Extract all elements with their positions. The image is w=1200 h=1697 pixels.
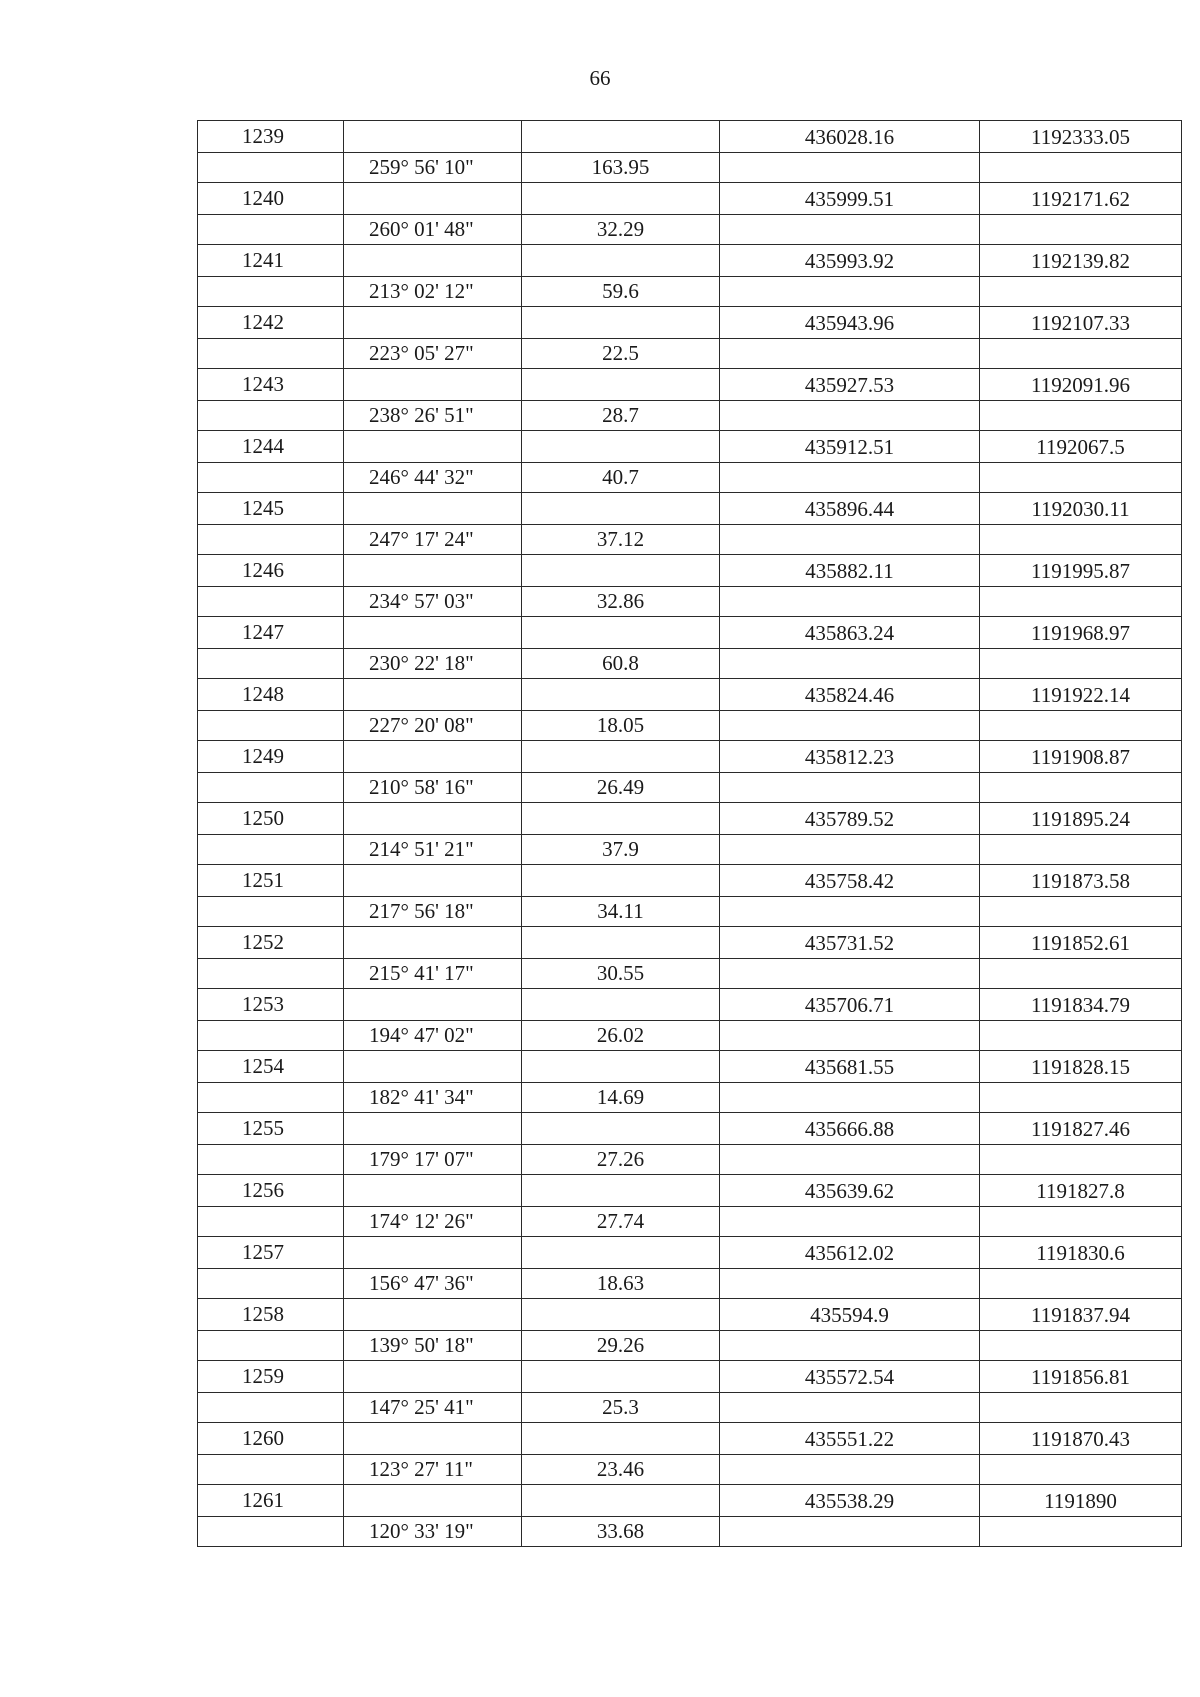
point-row — [198, 989, 1182, 1021]
distance-cell: 40.7 — [522, 463, 720, 493]
bearing-cell: 247° 17' 24" — [344, 525, 522, 555]
empty-cell — [344, 803, 522, 835]
distance-cell: 22.5 — [522, 339, 720, 369]
point-row — [198, 1361, 1182, 1393]
leg-row — [198, 339, 1182, 369]
station-cell: 1258 — [198, 1299, 344, 1331]
northing-cell: 1191856.81 — [980, 1361, 1182, 1393]
easting-cell: 435731.52 — [720, 927, 980, 959]
empty-cell — [344, 1361, 522, 1393]
northing-cell: 1191870.43 — [980, 1423, 1182, 1455]
empty-cell — [980, 1517, 1182, 1547]
leg-row — [198, 1269, 1182, 1299]
empty-cell — [522, 1299, 720, 1331]
bearing-cell: 179° 17' 07" — [344, 1145, 522, 1175]
empty-cell — [522, 183, 720, 215]
bearing-cell: 223° 05' 27" — [344, 339, 522, 369]
northing-cell: 1191995.87 — [980, 555, 1182, 587]
empty-cell — [980, 835, 1182, 865]
distance-cell: 18.05 — [522, 711, 720, 741]
station-cell: 1260 — [198, 1423, 344, 1455]
point-row — [198, 1485, 1182, 1517]
empty-cell — [344, 245, 522, 277]
empty-cell — [344, 1485, 522, 1517]
station-cell: 1244 — [198, 431, 344, 463]
point-row — [198, 1423, 1182, 1455]
distance-cell: 163.95 — [522, 153, 720, 183]
empty-cell — [198, 1145, 344, 1175]
empty-cell — [980, 339, 1182, 369]
easting-cell: 435993.92 — [720, 245, 980, 277]
empty-cell — [720, 587, 980, 617]
bearing-cell: 230° 22' 18" — [344, 649, 522, 679]
point-row — [198, 1113, 1182, 1145]
empty-cell — [720, 1207, 980, 1237]
empty-cell — [198, 215, 344, 245]
northing-cell: 1191837.94 — [980, 1299, 1182, 1331]
empty-cell — [720, 897, 980, 927]
station-cell: 1256 — [198, 1175, 344, 1207]
empty-cell — [198, 773, 344, 803]
station-cell: 1239 — [198, 121, 344, 153]
station-cell: 1247 — [198, 617, 344, 649]
empty-cell — [980, 649, 1182, 679]
distance-cell: 25.3 — [522, 1393, 720, 1423]
distance-cell: 26.49 — [522, 773, 720, 803]
empty-cell — [198, 1393, 344, 1423]
station-cell: 1246 — [198, 555, 344, 587]
easting-cell: 435639.62 — [720, 1175, 980, 1207]
empty-cell — [720, 1455, 980, 1485]
empty-cell — [980, 1331, 1182, 1361]
distance-cell: 59.6 — [522, 277, 720, 307]
empty-cell — [344, 989, 522, 1021]
northing-cell: 1191828.15 — [980, 1051, 1182, 1083]
empty-cell — [198, 1269, 344, 1299]
bearing-cell: 260° 01' 48" — [344, 215, 522, 245]
empty-cell — [720, 649, 980, 679]
empty-cell — [720, 339, 980, 369]
empty-cell — [198, 277, 344, 307]
leg-row — [198, 959, 1182, 989]
easting-cell: 435706.71 — [720, 989, 980, 1021]
point-row — [198, 493, 1182, 525]
empty-cell — [980, 959, 1182, 989]
point-row — [198, 679, 1182, 711]
empty-cell — [720, 1269, 980, 1299]
bearing-cell: 246° 44' 32" — [344, 463, 522, 493]
leg-row — [198, 587, 1182, 617]
empty-cell — [522, 431, 720, 463]
easting-cell: 435912.51 — [720, 431, 980, 463]
easting-cell: 435758.42 — [720, 865, 980, 897]
northing-cell: 1192139.82 — [980, 245, 1182, 277]
empty-cell — [980, 1455, 1182, 1485]
empty-cell — [522, 741, 720, 773]
empty-cell — [980, 463, 1182, 493]
distance-cell: 28.7 — [522, 401, 720, 431]
distance-cell: 33.68 — [522, 1517, 720, 1547]
empty-cell — [198, 401, 344, 431]
station-cell: 1255 — [198, 1113, 344, 1145]
bearing-cell: 147° 25' 41" — [344, 1393, 522, 1423]
easting-cell: 435824.46 — [720, 679, 980, 711]
empty-cell — [980, 897, 1182, 927]
empty-cell — [720, 711, 980, 741]
empty-cell — [720, 773, 980, 803]
empty-cell — [522, 1423, 720, 1455]
distance-cell: 32.86 — [522, 587, 720, 617]
empty-cell — [720, 835, 980, 865]
empty-cell — [522, 617, 720, 649]
distance-cell: 18.63 — [522, 1269, 720, 1299]
empty-cell — [522, 1175, 720, 1207]
empty-cell — [980, 773, 1182, 803]
distance-cell: 27.26 — [522, 1145, 720, 1175]
station-cell: 1248 — [198, 679, 344, 711]
easting-cell: 435551.22 — [720, 1423, 980, 1455]
station-cell: 1257 — [198, 1237, 344, 1269]
northing-cell: 1191852.61 — [980, 927, 1182, 959]
bearing-cell: 120° 33' 19" — [344, 1517, 522, 1547]
easting-cell: 436028.16 — [720, 121, 980, 153]
easting-cell: 435999.51 — [720, 183, 980, 215]
empty-cell — [720, 1083, 980, 1113]
empty-cell — [720, 215, 980, 245]
bearing-cell: 194° 47' 02" — [344, 1021, 522, 1051]
easting-cell: 435666.88 — [720, 1113, 980, 1145]
point-row — [198, 1237, 1182, 1269]
station-cell: 1241 — [198, 245, 344, 277]
empty-cell — [720, 463, 980, 493]
empty-cell — [344, 1237, 522, 1269]
empty-cell — [344, 1299, 522, 1331]
empty-cell — [980, 1393, 1182, 1423]
empty-cell — [198, 711, 344, 741]
distance-cell: 27.74 — [522, 1207, 720, 1237]
point-row — [198, 803, 1182, 835]
easting-cell: 435681.55 — [720, 1051, 980, 1083]
leg-row — [198, 153, 1182, 183]
point-row — [198, 617, 1182, 649]
empty-cell — [344, 679, 522, 711]
empty-cell — [980, 401, 1182, 431]
empty-cell — [980, 215, 1182, 245]
station-cell: 1242 — [198, 307, 344, 339]
northing-cell: 1192030.11 — [980, 493, 1182, 525]
empty-cell — [980, 1145, 1182, 1175]
empty-cell — [522, 1051, 720, 1083]
station-cell: 1243 — [198, 369, 344, 401]
empty-cell — [198, 463, 344, 493]
empty-cell — [198, 1517, 344, 1547]
easting-cell: 435789.52 — [720, 803, 980, 835]
northing-cell: 1192107.33 — [980, 307, 1182, 339]
empty-cell — [522, 1485, 720, 1517]
empty-cell — [522, 803, 720, 835]
easting-cell: 435896.44 — [720, 493, 980, 525]
empty-cell — [198, 1331, 344, 1361]
empty-cell — [980, 711, 1182, 741]
distance-cell: 37.9 — [522, 835, 720, 865]
point-row — [198, 369, 1182, 401]
leg-row — [198, 649, 1182, 679]
distance-cell: 14.69 — [522, 1083, 720, 1113]
station-cell: 1259 — [198, 1361, 344, 1393]
empty-cell — [198, 897, 344, 927]
empty-cell — [198, 649, 344, 679]
distance-cell: 30.55 — [522, 959, 720, 989]
distance-cell: 26.02 — [522, 1021, 720, 1051]
northing-cell: 1191830.6 — [980, 1237, 1182, 1269]
easting-cell: 435812.23 — [720, 741, 980, 773]
empty-cell — [198, 525, 344, 555]
easting-cell: 435882.11 — [720, 555, 980, 587]
bearing-cell: 182° 41' 34" — [344, 1083, 522, 1113]
empty-cell — [720, 401, 980, 431]
northing-cell: 1192171.62 — [980, 183, 1182, 215]
easting-cell: 435863.24 — [720, 617, 980, 649]
northing-cell: 1192067.5 — [980, 431, 1182, 463]
bearing-cell: 174° 12' 26" — [344, 1207, 522, 1237]
empty-cell — [344, 555, 522, 587]
point-row — [198, 1175, 1182, 1207]
empty-cell — [198, 959, 344, 989]
bearing-cell: 123° 27' 11" — [344, 1455, 522, 1485]
northing-cell: 1191895.24 — [980, 803, 1182, 835]
easting-cell: 435612.02 — [720, 1237, 980, 1269]
empty-cell — [720, 1021, 980, 1051]
northing-cell: 1191834.79 — [980, 989, 1182, 1021]
bearing-cell: 234° 57' 03" — [344, 587, 522, 617]
distance-cell: 29.26 — [522, 1331, 720, 1361]
point-row — [198, 245, 1182, 277]
empty-cell — [344, 121, 522, 153]
empty-cell — [980, 153, 1182, 183]
empty-cell — [344, 369, 522, 401]
empty-cell — [198, 1207, 344, 1237]
empty-cell — [980, 587, 1182, 617]
station-cell: 1250 — [198, 803, 344, 835]
station-cell: 1249 — [198, 741, 344, 773]
leg-row — [198, 1393, 1182, 1423]
point-row — [198, 307, 1182, 339]
leg-row — [198, 897, 1182, 927]
empty-cell — [522, 493, 720, 525]
empty-cell — [720, 1517, 980, 1547]
point-row — [198, 183, 1182, 215]
empty-cell — [522, 679, 720, 711]
empty-cell — [522, 1361, 720, 1393]
station-cell: 1251 — [198, 865, 344, 897]
northing-cell: 1192091.96 — [980, 369, 1182, 401]
bearing-cell: 139° 50' 18" — [344, 1331, 522, 1361]
leg-row — [198, 835, 1182, 865]
distance-cell: 32.29 — [522, 215, 720, 245]
bearing-cell: 213° 02' 12" — [344, 277, 522, 307]
empty-cell — [522, 555, 720, 587]
empty-cell — [344, 927, 522, 959]
empty-cell — [720, 1331, 980, 1361]
leg-row — [198, 773, 1182, 803]
empty-cell — [344, 617, 522, 649]
empty-cell — [980, 1269, 1182, 1299]
empty-cell — [522, 369, 720, 401]
distance-cell: 60.8 — [522, 649, 720, 679]
empty-cell — [344, 865, 522, 897]
point-row — [198, 121, 1182, 153]
northing-cell: 1191890 — [980, 1485, 1182, 1517]
leg-row — [198, 1021, 1182, 1051]
leg-row — [198, 401, 1182, 431]
empty-cell — [980, 1083, 1182, 1113]
leg-row — [198, 463, 1182, 493]
empty-cell — [344, 493, 522, 525]
bearing-cell: 215° 41' 17" — [344, 959, 522, 989]
northing-cell: 1191922.14 — [980, 679, 1182, 711]
point-row — [198, 555, 1182, 587]
station-cell: 1252 — [198, 927, 344, 959]
bearing-cell: 227° 20' 08" — [344, 711, 522, 741]
empty-cell — [720, 277, 980, 307]
point-row — [198, 865, 1182, 897]
empty-cell — [198, 1083, 344, 1113]
bearing-cell: 156° 47' 36" — [344, 1269, 522, 1299]
empty-cell — [522, 1113, 720, 1145]
empty-cell — [720, 153, 980, 183]
bearing-cell: 259° 56' 10" — [344, 153, 522, 183]
empty-cell — [720, 959, 980, 989]
bearing-cell: 217° 56' 18" — [344, 897, 522, 927]
station-cell: 1245 — [198, 493, 344, 525]
bearing-cell: 214° 51' 21" — [344, 835, 522, 865]
empty-cell — [720, 1145, 980, 1175]
distance-cell: 23.46 — [522, 1455, 720, 1485]
empty-cell — [344, 741, 522, 773]
empty-cell — [720, 525, 980, 555]
bearing-cell: 238° 26' 51" — [344, 401, 522, 431]
point-row — [198, 741, 1182, 773]
northing-cell: 1191908.87 — [980, 741, 1182, 773]
empty-cell — [344, 431, 522, 463]
empty-cell — [522, 121, 720, 153]
empty-cell — [980, 277, 1182, 307]
station-cell: 1240 — [198, 183, 344, 215]
northing-cell: 1191827.46 — [980, 1113, 1182, 1145]
distance-cell: 37.12 — [522, 525, 720, 555]
leg-row — [198, 215, 1182, 245]
empty-cell — [980, 1021, 1182, 1051]
empty-cell — [522, 1237, 720, 1269]
empty-cell — [344, 1175, 522, 1207]
empty-cell — [344, 183, 522, 215]
northing-cell: 1192333.05 — [980, 121, 1182, 153]
easting-cell: 435538.29 — [720, 1485, 980, 1517]
empty-cell — [198, 1021, 344, 1051]
empty-cell — [980, 525, 1182, 555]
point-row — [198, 1051, 1182, 1083]
leg-row — [198, 1145, 1182, 1175]
empty-cell — [198, 1455, 344, 1485]
northing-cell: 1191827.8 — [980, 1175, 1182, 1207]
empty-cell — [198, 587, 344, 617]
distance-cell: 34.11 — [522, 897, 720, 927]
survey-coordinates-table — [197, 120, 1182, 1547]
easting-cell: 435927.53 — [720, 369, 980, 401]
station-cell: 1261 — [198, 1485, 344, 1517]
table-body — [198, 121, 1182, 1547]
easting-cell: 435572.54 — [720, 1361, 980, 1393]
page-number: 66 — [589, 66, 611, 90]
northing-cell: 1191873.58 — [980, 865, 1182, 897]
empty-cell — [344, 307, 522, 339]
leg-row — [198, 525, 1182, 555]
leg-row — [198, 1455, 1182, 1485]
empty-cell — [198, 339, 344, 369]
easting-cell: 435594.9 — [720, 1299, 980, 1331]
leg-row — [198, 1517, 1182, 1547]
point-row — [198, 927, 1182, 959]
leg-row — [198, 1083, 1182, 1113]
empty-cell — [980, 1207, 1182, 1237]
leg-row — [198, 1207, 1182, 1237]
empty-cell — [522, 865, 720, 897]
empty-cell — [344, 1113, 522, 1145]
station-cell: 1253 — [198, 989, 344, 1021]
northing-cell: 1191968.97 — [980, 617, 1182, 649]
empty-cell — [198, 153, 344, 183]
point-row — [198, 1299, 1182, 1331]
empty-cell — [344, 1051, 522, 1083]
empty-cell — [344, 1423, 522, 1455]
bearing-cell: 210° 58' 16" — [344, 773, 522, 803]
empty-cell — [522, 927, 720, 959]
empty-cell — [522, 307, 720, 339]
empty-cell — [522, 989, 720, 1021]
empty-cell — [720, 1393, 980, 1423]
station-cell: 1254 — [198, 1051, 344, 1083]
point-row — [198, 431, 1182, 463]
leg-row — [198, 711, 1182, 741]
leg-row — [198, 277, 1182, 307]
leg-row — [198, 1331, 1182, 1361]
empty-cell — [198, 835, 344, 865]
empty-cell — [522, 245, 720, 277]
easting-cell: 435943.96 — [720, 307, 980, 339]
